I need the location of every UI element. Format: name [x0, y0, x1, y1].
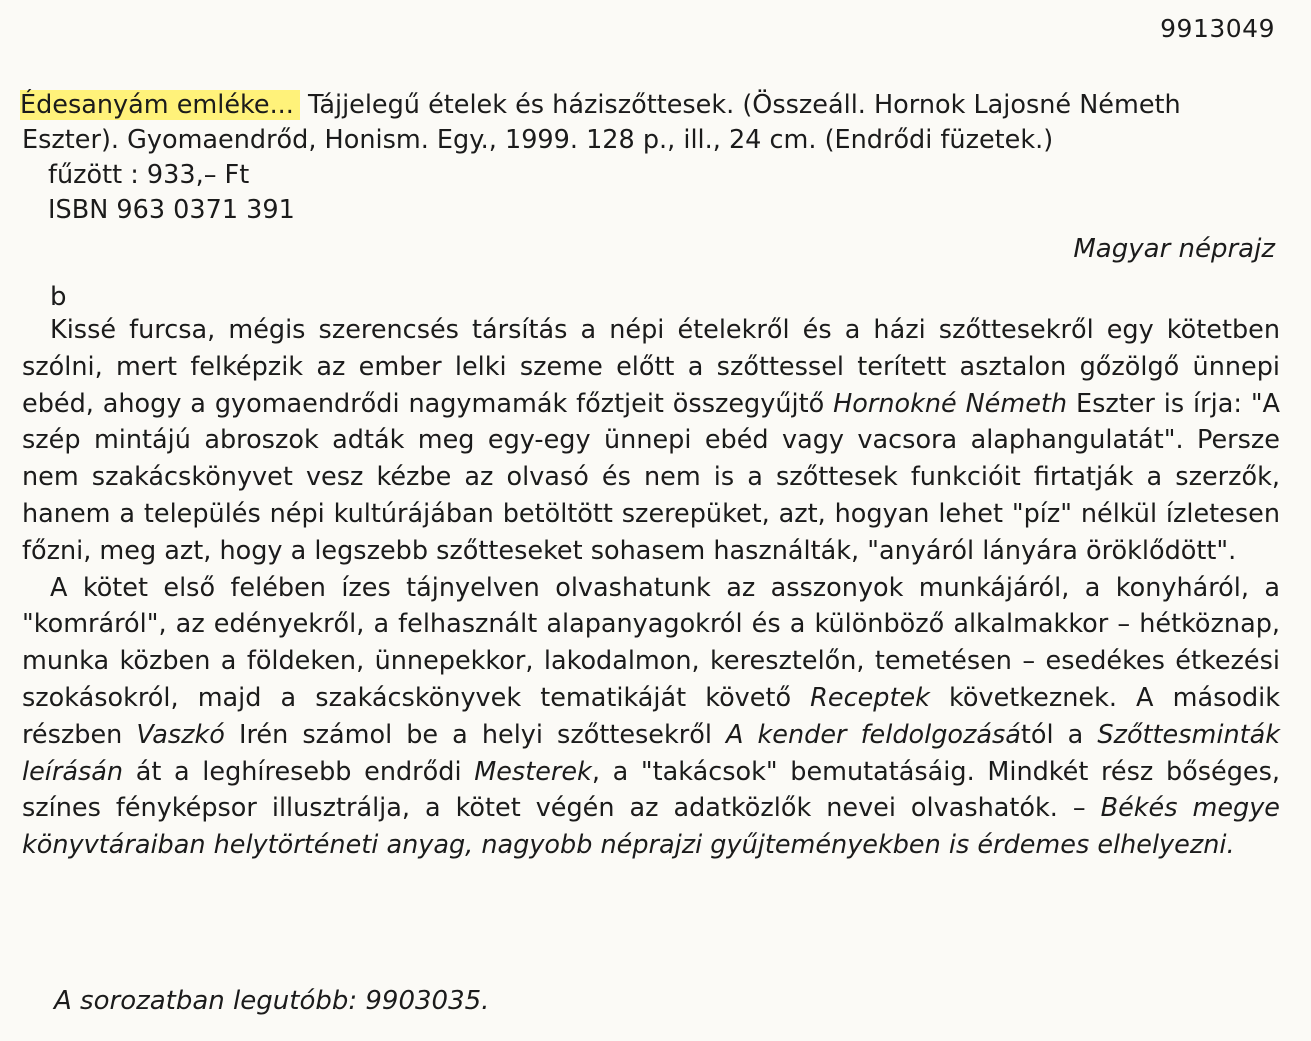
entry-description: Tájjelegű ételek és háziszőttesek. (Összeáll. Hornok Lajosné Németh Eszter). Gyomaendrőd, Honism. Egy., 1999. 128 p., ill., 24 cm. (Endrődi füzetek.)	[22, 90, 1181, 155]
author-name: Hornokné Németh	[833, 388, 1068, 419]
binding-price: fűzött : 933,– Ft	[48, 160, 250, 190]
author-vaszko: Vaszkó	[136, 719, 225, 750]
section-szottesmintak: Szőttesminták leírásán	[22, 719, 1280, 787]
review-paragraph-1: Kissé furcsa, mégis szerencsés társítás a népi ételekről és a házi szőttesekről egy kötetben szólni, mert felképzik az ember lelki szeme előtt a szőttessel terített asztalon gőzölgő ünnepi ebéd, ahogy a gyomaendrődi nagymamák főztjeit összegyűjtő Hornokné Németh Eszter is írja: "A szép mintájú abroszok adták meg egy-egy ünnepi ebéd vagy vacsora alaphangulatát". Persze nem szakácskönyvet vesz kézbe az olvasó és nem is a szőttesek funkcióit firtatják a szerzők, hanem a település népi kultúrájában betöltött szerepüket, azt, hogyan lehet "píz" nélkül ízletesen főzni, meg azt, hogy a legszebb szőtteseket sohasem használták, "anyáról lányára öröklődött".	[22, 315, 1280, 566]
section-kender: A kender feldolgozásá	[726, 719, 1021, 750]
isbn: ISBN 963 0371 391	[48, 195, 295, 225]
series-note: A sorozatban legutóbb: 9903035.	[54, 986, 490, 1016]
record-code: 9913049	[1160, 14, 1275, 43]
section-receptek: Receptek	[810, 682, 930, 713]
section-mesterek: Mesterek	[474, 756, 592, 787]
bibliographic-entry	[22, 88, 1280, 228]
review-text	[22, 312, 1280, 864]
subject-category: Magyar néprajz	[1073, 234, 1275, 264]
recommendation: Békés megye könyvtáraiban helytörténeti anyag, nagyobb néprajzi gyűjteményekben is érdemes elhelyezni.	[22, 793, 1280, 861]
grade-letter: b	[50, 282, 67, 312]
review-paragraph-2: A kötet első felében ízes tájnyelven olvashatunk az asszonyok munkájáról, a konyháról, a "komráról", az edényekről, a felhasznált alapanyagokról és a különböző alkalmakkor – hétköznap, munka közben a földeken, ünnepekkor, lakodalmon, keresztelőn, temetésen – esedékes étkezési szokásokról, majd a szakácskönyvek tematikáját követő Receptek következnek. A második részben Vaszkó Irén számol be a helyi szőttesekről A kender feldolgozásától a Szőttesminták leírásán át a leghíresebb endrődi Mesterek, a "takácsok" bemutatásáig. Mindkét rész bőséges, színes fényképsor illusztrálja, a kötet végén az adatközlők nevei olvashatók. – Békés megye könyvtáraiban helytörténeti anyag, nagyobb néprajzi gyűjteményekben is érdemes elhelyezni.	[22, 572, 1281, 861]
highlighted-title: Édesanyám emléke...	[20, 90, 300, 120]
